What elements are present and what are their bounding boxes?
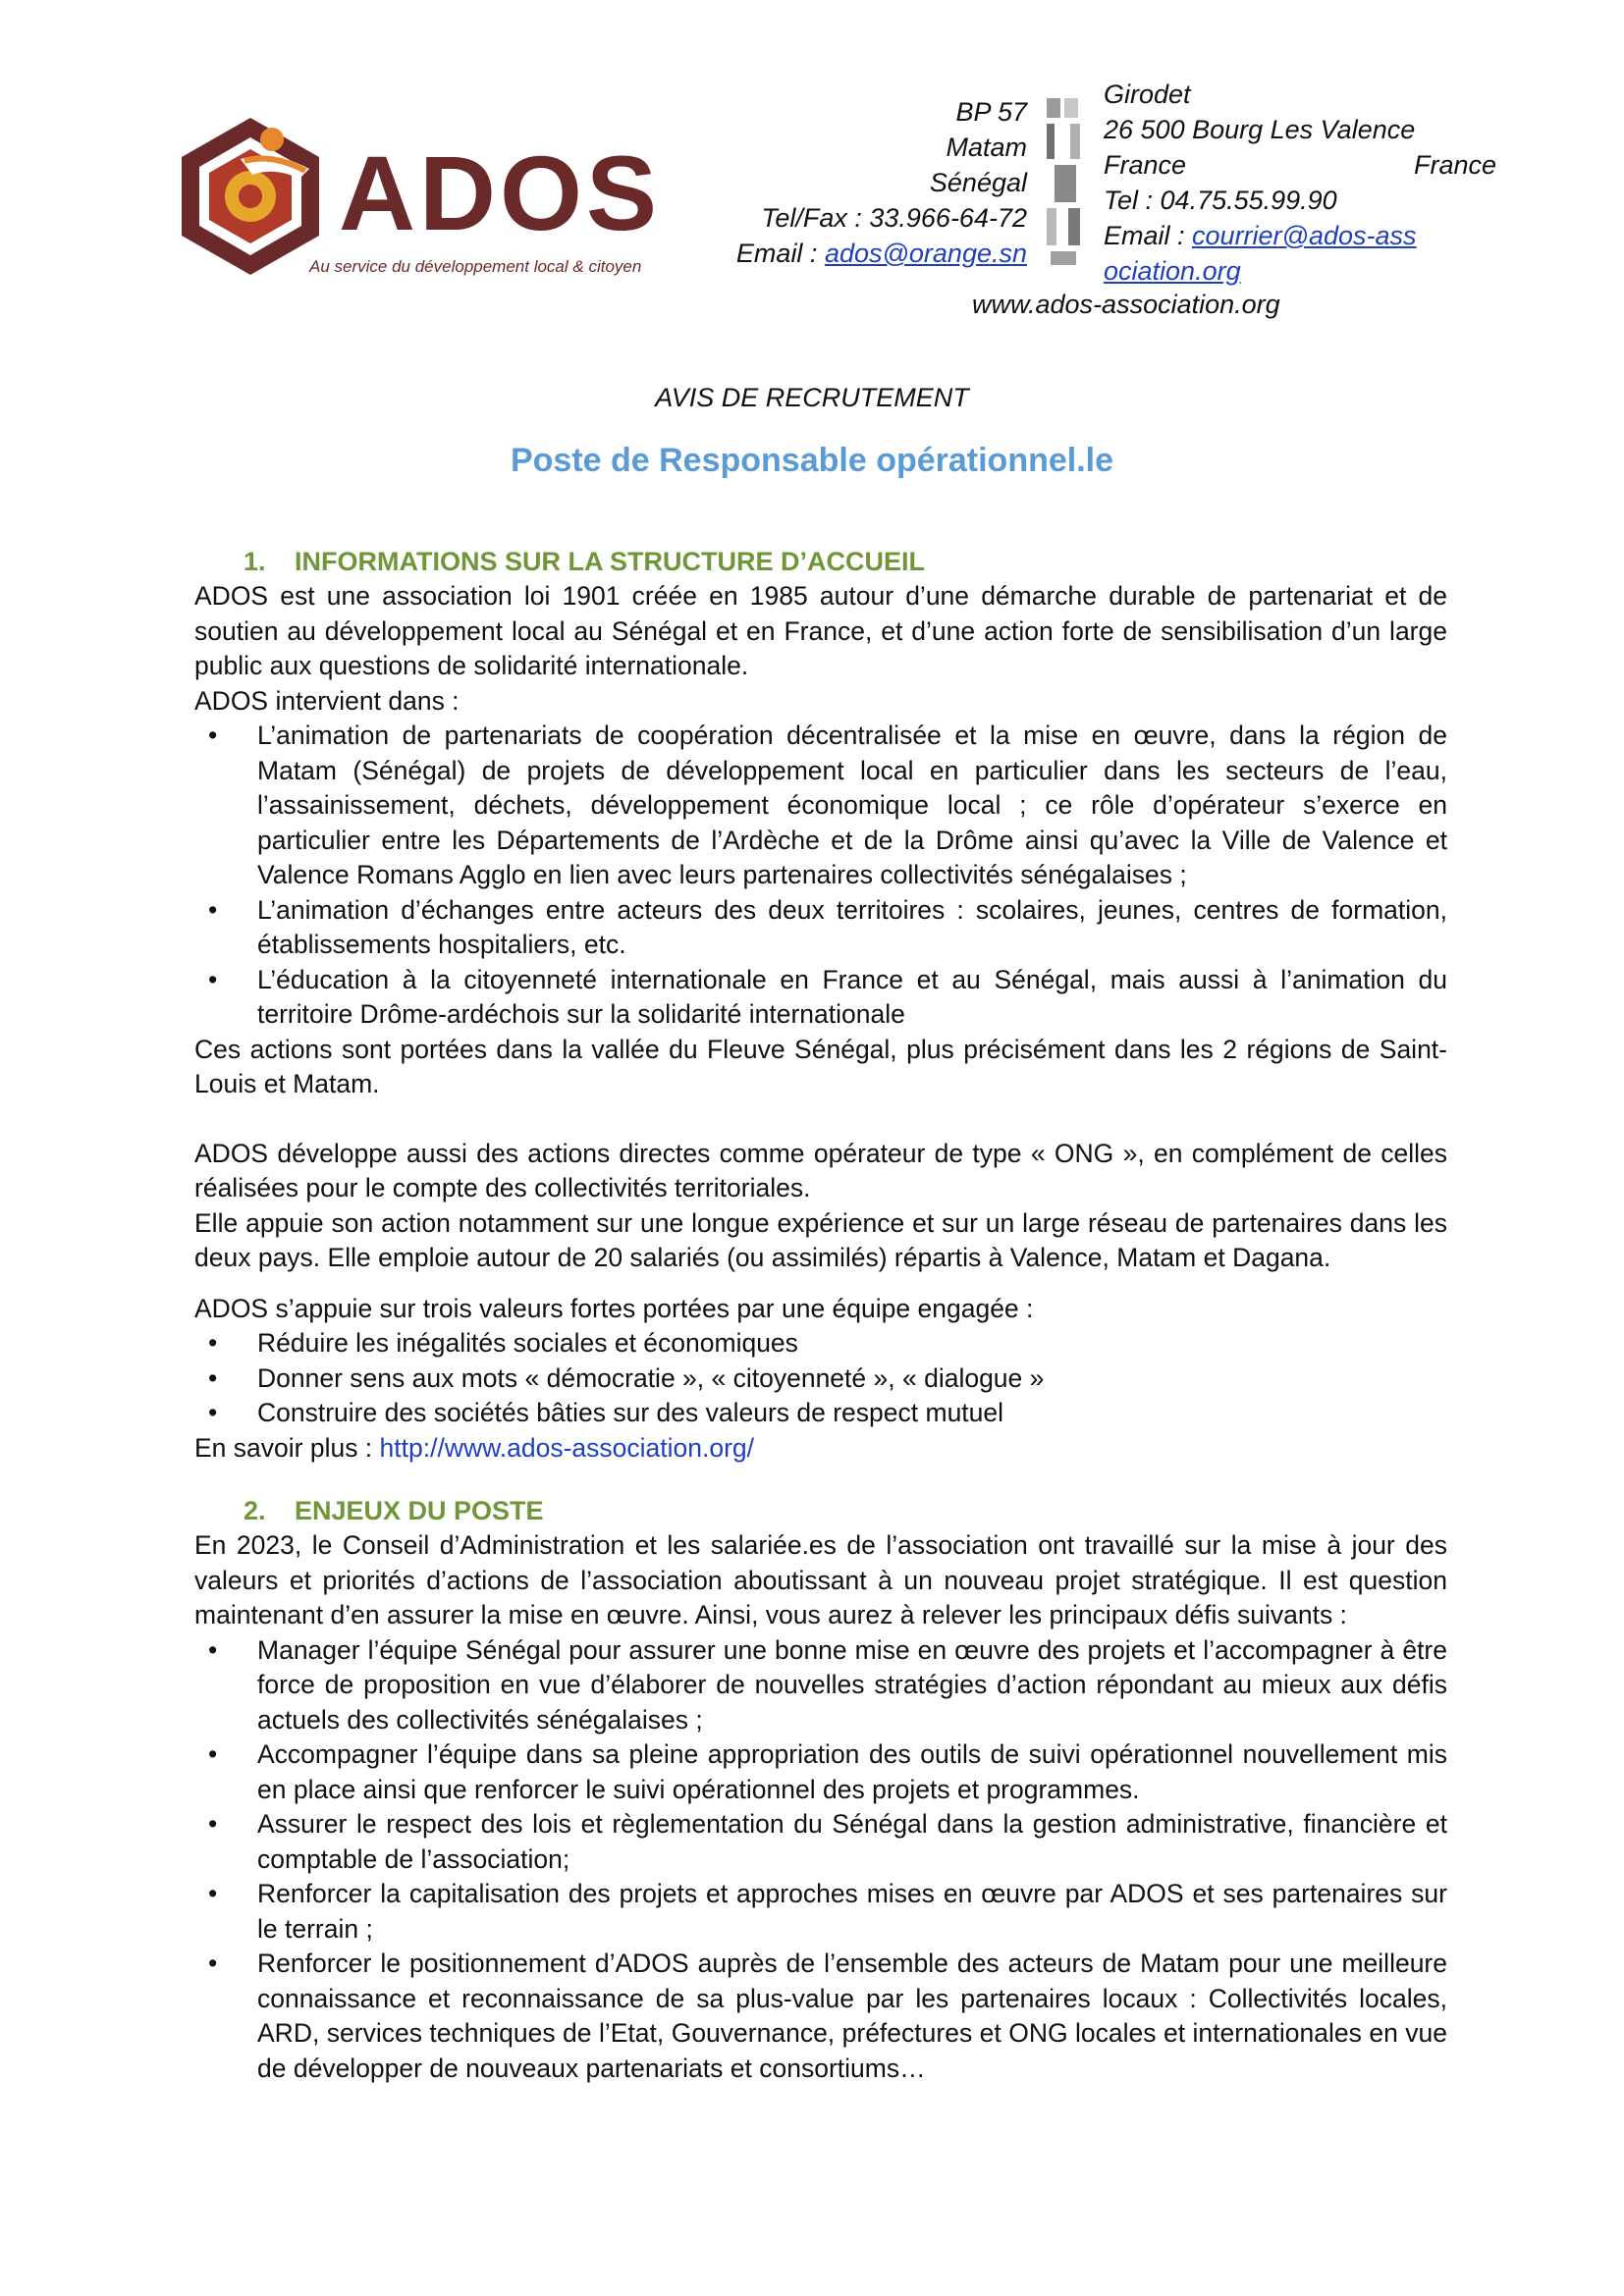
logo-brand-text: ADOS xyxy=(339,133,662,252)
senegal-city: Matam xyxy=(946,133,1027,162)
section-1-heading xyxy=(244,544,1447,579)
france-city: 26 500 Bourg Les Valence xyxy=(1104,115,1416,144)
section-2-number: 2. xyxy=(244,1496,266,1525)
france-address xyxy=(1104,77,1428,289)
france-email-label: Email : xyxy=(1104,221,1193,250)
france-tel: Tel : 04.75.55.99.90 xyxy=(1104,186,1337,215)
section-1-actions: Ces actions sont portées dans la vallée du Fleuve Sénégal, plus précisément dans les 2 régions de Saint-Louis et Matam. xyxy=(194,1034,1447,1098)
section-1-savoir-plus xyxy=(194,1431,1447,1467)
section-1-intro: ADOS est une association loi 1901 créée en 1985 autour d’une démarche durable de partenariat et de soutien au développement local au Sénégal et en France, et d’une action forte de sensibilisation d’un large public aux questions de solidarité internationale. xyxy=(194,581,1447,680)
senegal-email-label: Email : xyxy=(735,239,825,268)
header-website: www.ados-association.org xyxy=(972,290,1280,319)
france-email-link[interactable]: courrier@ados-association.org xyxy=(1104,221,1417,286)
list-item: • Renforcer la capitalisation des projets et approches mises en œuvre par ADOS et ses partenaires sur le terrain ; xyxy=(194,1877,1447,1947)
senegal-email-link[interactable]: ados@orange.sn xyxy=(824,239,1027,268)
header-separator-graphic xyxy=(1041,94,1090,271)
senegal-address xyxy=(677,94,1027,271)
france-street: Girodet xyxy=(1104,80,1191,109)
list-item: • L’éducation à la citoyenneté internationale en France et au Sénégal, mais aussi à l’animation du territoire Drôme-ardéchois sur la solidarité internationale xyxy=(194,963,1447,1033)
list-item: • Accompagner l’équipe dans sa pleine appropriation des outils de suivi opérationnel nouvellement mis en place ainsi que renforcer le suivi opérationnel des projets et programmes. xyxy=(194,1737,1447,1807)
section-1-number: 1. xyxy=(244,547,266,576)
logo-tagline: Au service du développement local & citoyen xyxy=(309,257,642,276)
header-country-right: France xyxy=(1414,150,1497,180)
section-1-ong: ADOS développe aussi des actions directes comme opérateur de type « ONG », en complément de celles réalisées pour le compte des collectivités territoriales. xyxy=(194,1138,1447,1202)
savoir-plus-label: En savoir plus : xyxy=(194,1432,380,1463)
section-2-bullets xyxy=(194,1633,1447,2087)
ados-logo xyxy=(162,110,712,296)
list-item: • Réduire les inégalités sociales et économiques xyxy=(194,1326,1447,1362)
section-1-valeurs-intro: ADOS s’appuie sur trois valeurs fortes portées par une équipe engagée : xyxy=(194,1293,1034,1323)
section-2-intro: En 2023, le Conseil d’Administration et les salariée.es de l’association ont travaillé sur la mise à jour des valeurs et priorités d’actions de l’association aboutissant à un nouveau projet stratégique. Il est question maintenant d’en assurer la mise en œuvre. Ainsi, vous aurez à relever les principaux défis suivants : xyxy=(194,1530,1447,1629)
senegal-email-line xyxy=(677,236,1027,271)
section-2-heading xyxy=(244,1493,1447,1528)
senegal-tel: Tel/Fax : 33.966-64-72 xyxy=(761,203,1027,233)
section-2-title: ENJEUX DU POSTE xyxy=(295,1496,544,1525)
list-item: • Construire des sociétés bâties sur des valeurs de respect mutuel xyxy=(194,1396,1447,1431)
france-country: France xyxy=(1104,150,1187,180)
section-1-valeurs xyxy=(194,1326,1447,1431)
list-item: • Donner sens aux mots « démocratie », « citoyenneté », « dialogue » xyxy=(194,1362,1447,1397)
list-item: • Renforcer le positionnement d’ADOS auprès de l’ensemble des acteurs de Matam pour une meilleure connaissance et reconnaissance de sa plus-value par les partenaires locaux : Collectivités locales, ARD, services techniques de l’Etat, Gouvernance, préfectures et ONG locales et internationales en vue de développer de nouveaux partenariats et consortiums… xyxy=(194,1947,1447,2086)
france-email-line xyxy=(1104,218,1428,289)
section-1-title: INFORMATIONS SUR LA STRUCTURE D’ACCUEIL xyxy=(295,547,925,576)
list-item: • Assurer le respect des lois et règlementation du Sénégal dans la gestion administrative, financière et comptable de l’association; xyxy=(194,1807,1447,1877)
senegal-country: Sénégal xyxy=(929,168,1027,197)
list-item: • L’animation d’échanges entre acteurs des deux territoires : scolaires, jeunes, centres de formation, établissements hospitaliers, etc. xyxy=(194,893,1447,963)
section-1-experience: Elle appuie son action notamment sur une longue expérience et sur un large réseau de partenaires dans les deux pays. Elle emploie autour de 20 salariés (ou assimilés) répartis à Valence, Matam et Dagana. xyxy=(194,1207,1447,1272)
avis-title: AVIS DE RECRUTEMENT xyxy=(655,383,969,412)
senegal-bp: BP 57 xyxy=(955,97,1027,127)
document-body xyxy=(194,544,1447,2086)
section-1-intervient: ADOS intervient dans : xyxy=(194,685,460,716)
savoir-plus-link[interactable]: http://www.ados-association.org/ xyxy=(379,1432,755,1463)
section-1-bullets xyxy=(194,719,1447,1033)
list-item: • Manager l’équipe Sénégal pour assurer une bonne mise en œuvre des projets et l’accompagner à être force de proposition en vue d’élaborer de nouvelles stratégies d’action répondant au mieux aux défis actuels des collectivités sénégalaises ; xyxy=(194,1633,1447,1738)
list-item: • L’animation de partenariats de coopération décentralisée et la mise en œuvre, dans la région de Matam (Sénégal) de projets de développement local en particulier dans les secteurs de l’eau, l’assainissement, déchets, développement économique local ; ce rôle d’opérateur s’exerce en particulier entre les Départements de l’Ardèche et de la Drôme ainsi qu’avec la Ville de Valence et Valence Romans Agglo en lien avec leurs partenaires collectivités sénégalaises ; xyxy=(194,719,1447,893)
poste-title: Poste de Responsable opérationnel.le xyxy=(510,442,1114,479)
